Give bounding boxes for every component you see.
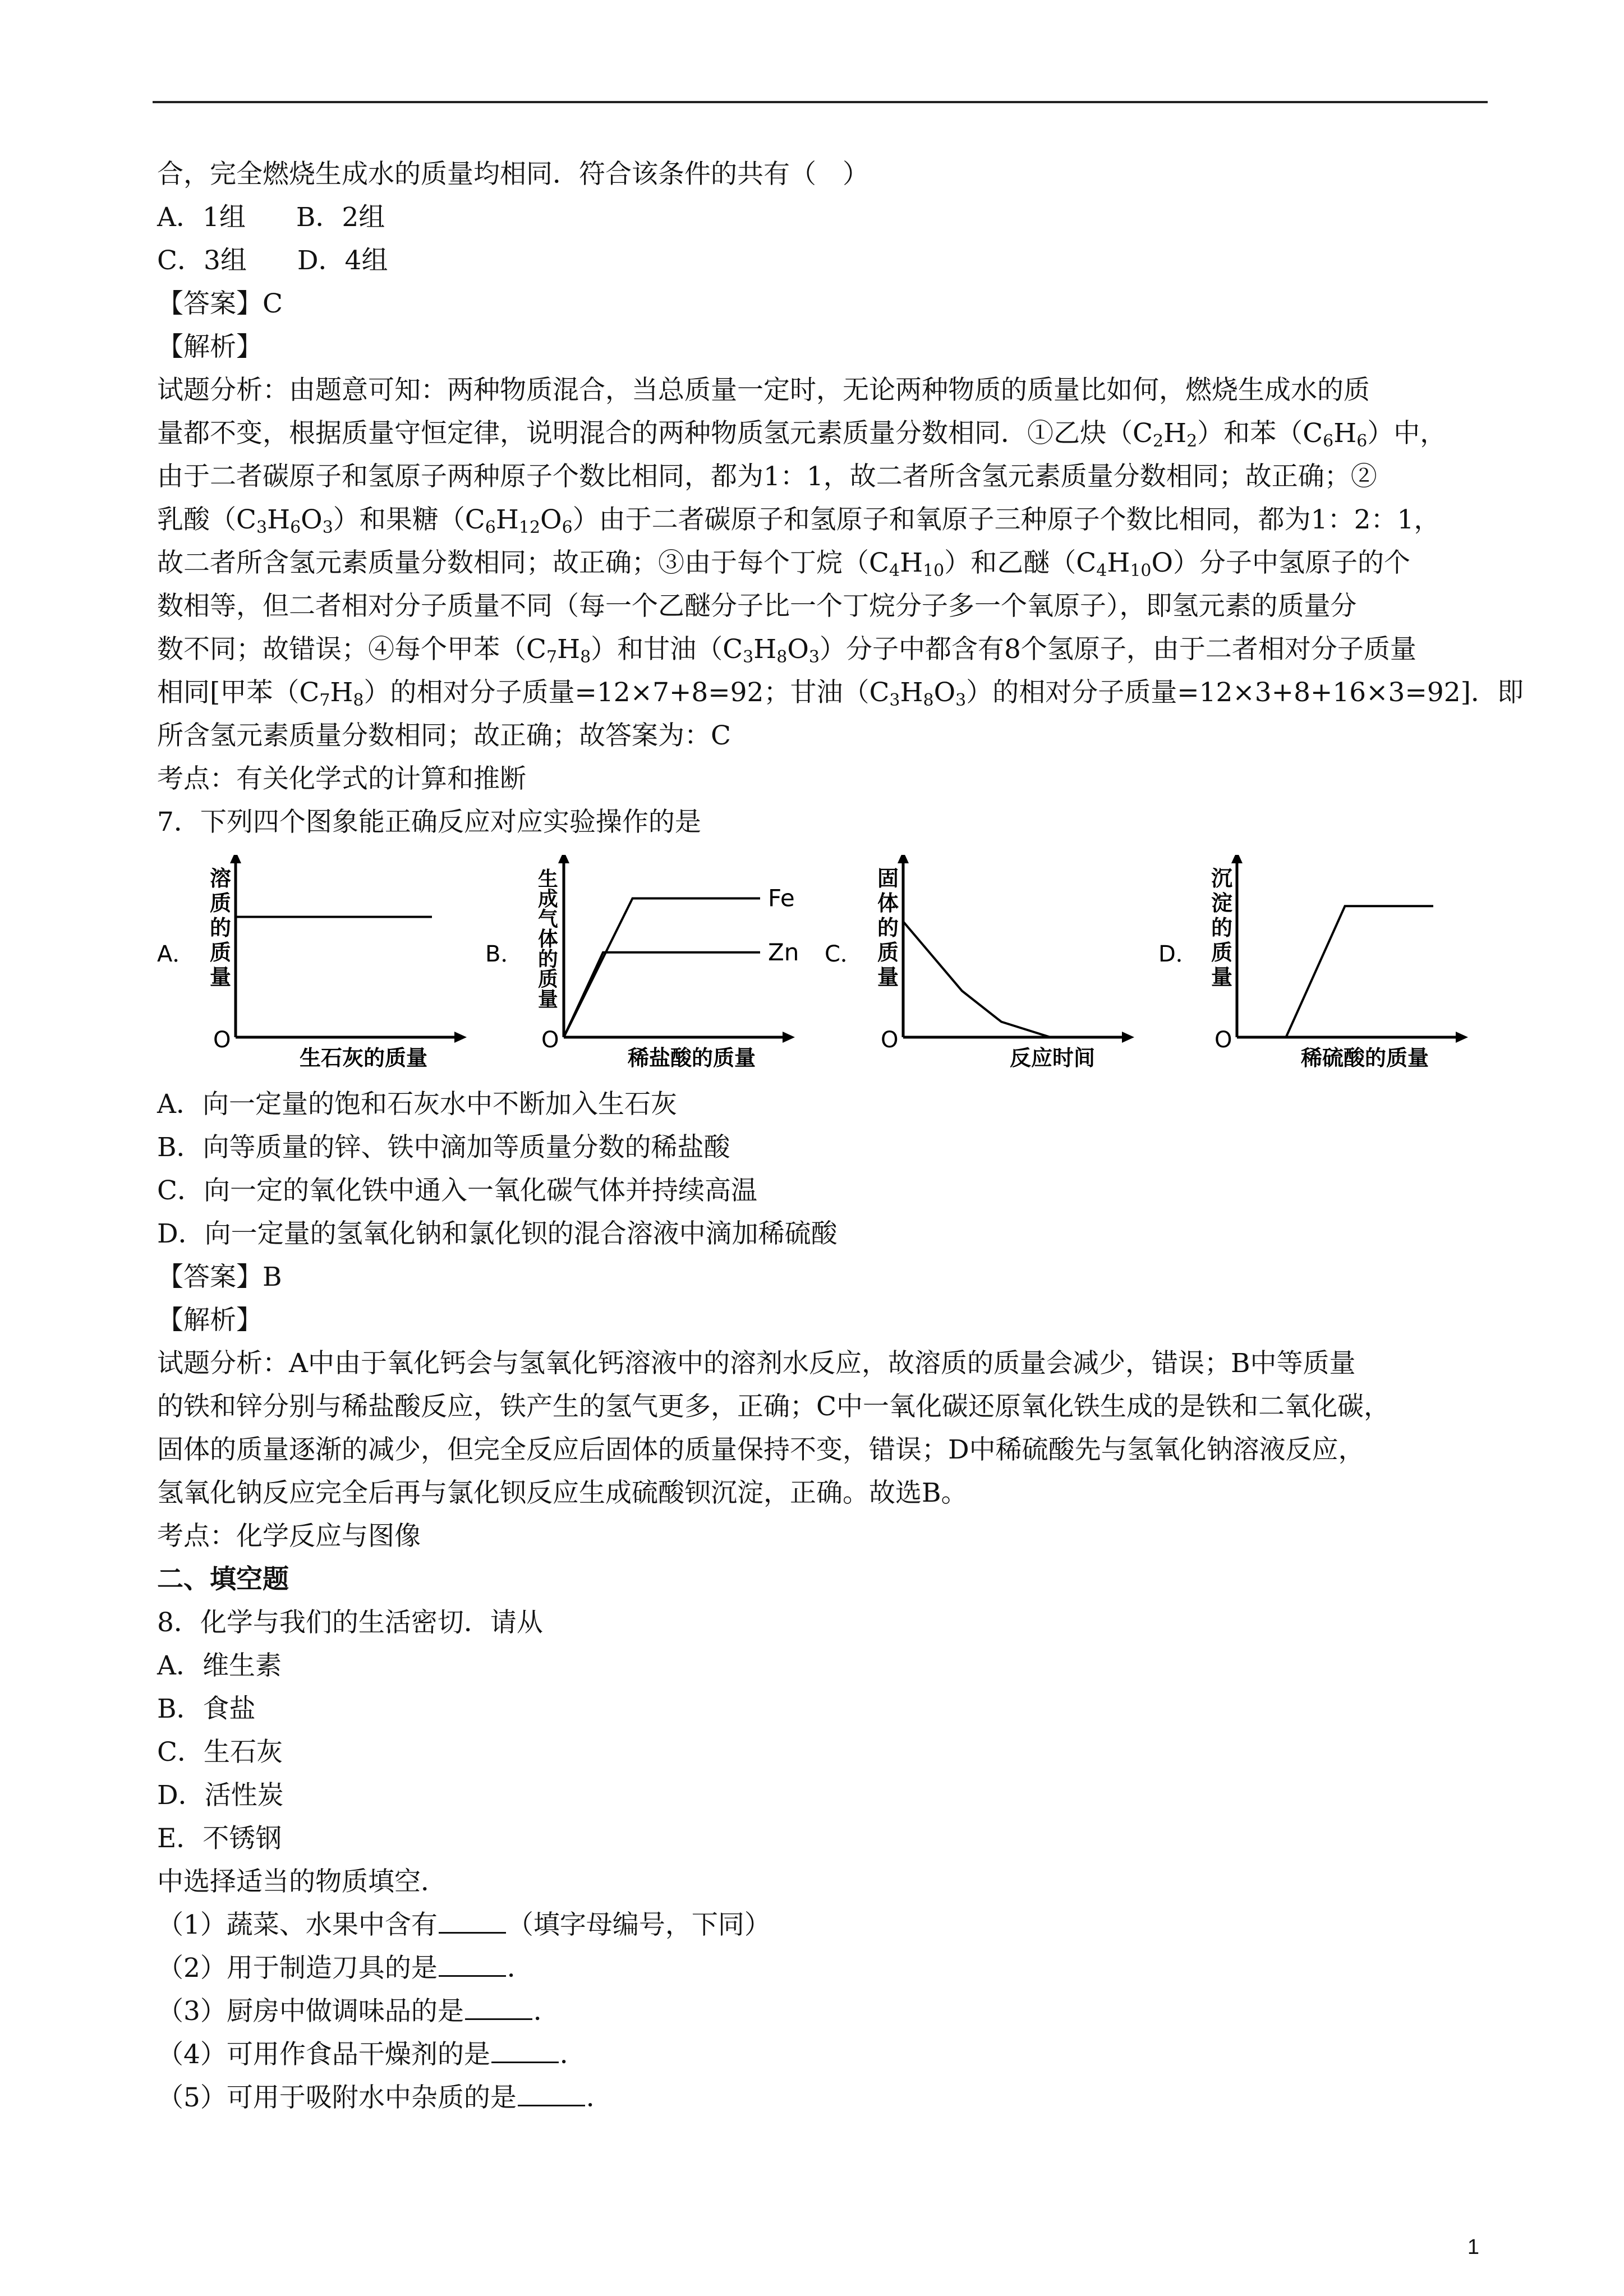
q8-stem: 8．化学与我们的生活密切．请从 — [157, 1607, 543, 1638]
q8-instruction: 中选择适当的物质填空． — [157, 1866, 447, 1897]
subscript: 7 — [319, 691, 330, 710]
text-run: 相同[甲苯（C — [157, 677, 320, 708]
subscript: 3 — [256, 518, 268, 537]
q8-item-5 — [157, 2076, 1492, 2119]
text-run: H — [1333, 418, 1357, 449]
chart-svg — [157, 855, 471, 1074]
q7-option-d: D．向一定量的氢氧化钠和氯化钡的混合溶液中滴加稀硫酸 — [157, 1218, 838, 1249]
q7-option-c: C．向一定的氧化铁中通入一氧化碳气体并持续高温 — [157, 1175, 757, 1206]
chart-option-label: C． — [825, 941, 863, 967]
origin-label: O — [1214, 1027, 1232, 1053]
y-axis-label-char: 量 — [210, 965, 232, 990]
q7-point: 考点：化学反应与图像 — [157, 1521, 421, 1552]
subscript: 3 — [743, 647, 754, 667]
q6-analysis-line-2 — [157, 412, 1492, 455]
q6-option-b: B．2组 — [296, 202, 385, 233]
y-axis-label-char: 沉 — [1211, 866, 1233, 891]
text-run: H — [1163, 418, 1187, 449]
q6-answer: 【答案】C — [157, 288, 283, 319]
x-axis-label: 生石灰的质量 — [299, 1046, 427, 1070]
text-run: （4）可用作食品干燥剂的是 — [157, 2039, 490, 2070]
q7-charts — [157, 855, 1492, 1074]
q6-option-d: D．4组 — [297, 245, 388, 276]
y-axis-label-char: 溶 — [210, 866, 232, 891]
text-run: （5）可用于吸附水中杂质的是 — [157, 2082, 517, 2113]
y-axis-label-char: 质 — [1211, 940, 1233, 965]
series-line — [1237, 906, 1433, 1037]
q6-analysis-head: 【解析】 — [157, 332, 263, 362]
q6-options-ab — [157, 196, 1492, 239]
subscript: 3 — [889, 691, 900, 710]
q8-item-2 — [157, 1947, 1492, 1990]
q7-analysis-line-3: 固体的质量逐渐的减少，但完全反应后固体的质量保持不变，错误；D中稀硫酸先与氢氧化钠溶液反应， — [157, 1434, 1365, 1465]
series-line — [564, 899, 760, 1038]
y-axis-label-char: 固 — [877, 866, 899, 891]
text-run: 量都不变，根据质量守恒定律，说明混合的两种物质氢元素质量分数相同．①乙炔（C — [157, 418, 1153, 449]
q7-option-b: B．向等质量的锌、铁中滴加等质量分数的稀盐酸 — [157, 1132, 730, 1163]
text-run: ）的相对分子质量=12×7+8=92；甘油（C — [364, 677, 890, 708]
q6-analysis-line-6: 数相等，但二者相对分子质量不同（每一个乙醚分子比一个丁烷分子多一个氧原子），即氢元素的质量分 — [157, 591, 1357, 622]
q7-analysis-head: 【解析】 — [157, 1305, 263, 1336]
origin-label: O — [213, 1027, 231, 1053]
y-axis-label-char: 生 — [538, 868, 558, 891]
y-axis-label-char: 质 — [210, 940, 232, 965]
q8-option-b: B．食盐 — [157, 1694, 256, 1724]
x-axis-arrow-icon — [1122, 1032, 1134, 1043]
q7-option-a: A．向一定量的饱和石灰水中不断加入生石灰 — [157, 1089, 677, 1120]
text-run: （1）蔬菜、水果中含有 — [157, 1910, 438, 1940]
x-axis-arrow-icon — [783, 1032, 795, 1043]
series-label: Zn — [768, 938, 799, 966]
subscript: 2 — [1186, 431, 1198, 451]
text-run: 乳酸（C — [157, 504, 256, 535]
chart-svg — [825, 855, 1139, 1074]
text-run: 故二者所含氢元素质量分数相同；故正确；③由于每个丁烷（C — [157, 547, 889, 578]
chart-option-label: D． — [1158, 941, 1198, 967]
subscript: 3 — [808, 647, 820, 667]
q8-option-e: E．不锈钢 — [157, 1823, 282, 1854]
x-axis-label: 稀盐酸的质量 — [627, 1046, 756, 1070]
q6-options-cd — [157, 239, 1492, 282]
q6-analysis-line-1: 试题分析：由题意可知：两种物质混合，当总质量一定时，无论两种物质的质量比如何，燃烧生成水的质 — [157, 375, 1370, 406]
chart-c — [825, 855, 1139, 1080]
series-label: Fe — [768, 884, 795, 912]
subscript: 10 — [1130, 561, 1152, 581]
text-run: （3）厨房中做调味品的是 — [157, 1996, 464, 2027]
subscript: 6 — [290, 518, 301, 537]
answer-blank[interactable] — [439, 1950, 506, 1977]
x-axis-arrow-icon — [454, 1032, 467, 1043]
page-content — [157, 153, 1524, 2119]
q6-option-c: C．3组 — [157, 245, 247, 276]
y-axis-label-char: 量 — [877, 965, 899, 990]
y-axis-label-char: 气 — [538, 908, 558, 931]
subscript: 6 — [1323, 431, 1334, 451]
subscript: 3 — [322, 518, 333, 537]
text-run: ）分子中都含有8个氢原子，由于二者相对分子质量 — [819, 634, 1416, 665]
subscript: 7 — [546, 647, 558, 667]
text-run: ）和苯（C — [1197, 418, 1323, 449]
subscript: 2 — [1152, 431, 1164, 451]
subscript: 4 — [889, 561, 900, 581]
subscript: 10 — [923, 561, 945, 581]
y-axis-arrow-icon — [230, 855, 241, 863]
text-run: ． — [533, 1996, 560, 2027]
x-axis-arrow-icon — [1456, 1032, 1468, 1043]
answer-blank[interactable] — [439, 1907, 506, 1934]
q7-analysis-line-1: 试题分析：A中由于氧化钙会与氢氧化钙溶液中的溶剂水反应，故溶质的质量会减少，错误；B中等质量 — [157, 1348, 1356, 1379]
text-run: ）的相对分子质量=12×3+8+16×3=92]．即 — [966, 677, 1524, 708]
q7-stem: 7．下列四个图象能正确反应对应实验操作的是 — [157, 807, 701, 838]
q8-item-3 — [157, 1990, 1492, 2033]
x-axis-label: 稀硫酸的质量 — [1300, 1046, 1429, 1070]
q7-answer: 【答案】B — [157, 1262, 282, 1292]
y-axis-label-char: 量 — [1211, 965, 1233, 990]
q8-option-c: C．生石灰 — [157, 1737, 283, 1768]
text-run: ． — [507, 1953, 533, 1984]
y-axis-label-char: 量 — [538, 988, 558, 1011]
text-run: 数不同；故错误；④每个甲苯（C — [157, 634, 546, 665]
chart-b — [485, 855, 799, 1080]
text-run: ）和果糖（C — [333, 504, 485, 535]
q6-analysis-line-5: 故二者所含氢元素质量分数相同；故正确；③由于每个丁烷$(C_4H_{10})$和乙醚$(C_4H_{10}O)$分子中氢原子的个 — [157, 547, 1411, 581]
subscript: 8 — [776, 647, 788, 667]
q7-analysis-line-2: 的铁和锌分别与稀盐酸反应，铁产生的氢气更多，正确；C中一氧化碳还原氧化铁生成的是铁和二氧化碳， — [157, 1391, 1390, 1422]
text-run: ）和甘油（C — [591, 634, 743, 665]
y-axis-label-char: 的 — [538, 947, 558, 971]
text-run: O）分子中氢原子的个 — [1151, 547, 1411, 578]
y-axis-label-char: 的 — [210, 915, 232, 940]
text-run: ）由于二者碳原子和氢原子和氧原子三种原子个数比相同，都为1：2：1， — [572, 504, 1441, 535]
q6-point: 考点：有关化学式的计算和推断 — [157, 763, 526, 794]
y-axis-label-char: 淀 — [1211, 891, 1233, 915]
q6-analysis-line-3: 由于二者碳原子和氢原子两种原子个数比相同，都为1：1，故二者所含氢元素质量分数相同；故正确；② — [157, 461, 1377, 492]
q8-item-1 — [157, 1903, 1492, 1947]
series-line — [903, 922, 1051, 1037]
chart-svg — [485, 855, 799, 1074]
q7-analysis-line-4: 氢氧化钠反应完全后再与氯化钡反应生成硫酸钡沉淀，正确。故选B。 — [157, 1478, 968, 1508]
answer-blank[interactable] — [491, 2037, 559, 2063]
text-run: ． — [586, 2082, 613, 2113]
y-axis-label-char: 成 — [538, 887, 558, 911]
q6-analysis-line-9: 所含氢元素质量分数相同；故正确；故答案为：C — [157, 720, 731, 751]
subscript: 6 — [1356, 431, 1368, 451]
x-axis-label: 反应时间 — [1009, 1046, 1095, 1070]
q6-analysis-line-8: 相同[甲苯$(C_7H_8)$的相对分子质量=12×7+8=92；甘油$(C_3H_8O_3)$的相对分子质量=12×3+8+16×3=92]．即 — [157, 677, 1524, 710]
y-axis-arrow-icon — [558, 855, 569, 863]
answer-blank[interactable] — [518, 2080, 585, 2106]
series-line — [564, 953, 760, 1037]
text-run: ）和乙醚（C — [944, 547, 1097, 578]
q6-analysis-line-4: 乳酸$(C_3H_6O_3)$和果糖$(C_6H_{12}O_6)$由于二者碳原子和氢原子和氧原子三种原子个数比相同，都为1：2：1， — [157, 504, 1441, 537]
q8-option-a: A．维生素 — [157, 1650, 282, 1681]
text-run: （填字母编号，下同） — [507, 1910, 771, 1940]
y-axis-label-char: 质 — [538, 968, 558, 991]
subscript: 8 — [353, 691, 364, 710]
text-run: ． — [559, 2039, 586, 2070]
chart-a — [157, 855, 471, 1080]
y-axis-label-char: 质 — [877, 940, 899, 965]
y-axis-label-char: 的 — [877, 915, 899, 940]
y-axis-label-char: 体 — [877, 891, 899, 915]
q6-option-a: A．1组 — [157, 202, 246, 233]
y-axis-arrow-icon — [898, 855, 909, 863]
origin-label: O — [881, 1027, 899, 1053]
chart-option-label: B． — [485, 941, 523, 967]
header-rule — [153, 101, 1488, 103]
chart-svg — [1158, 855, 1473, 1074]
subscript: 8 — [580, 647, 591, 667]
q6-analysis-line-7: 数不同；故错误；④每个甲苯$(C_7H_8)$和甘油$(C_3H_8O_3)$分子中都含有8个氢原子，由于二者相对分子质量 — [157, 634, 1416, 667]
subscript: 4 — [1096, 561, 1107, 581]
chart-d — [1158, 855, 1473, 1080]
text-run: ）中， — [1367, 418, 1447, 449]
y-axis-label-char: 质 — [210, 891, 232, 915]
subscript: 3 — [955, 691, 967, 710]
y-axis-arrow-icon — [1231, 855, 1243, 863]
text-run: （2）用于制造刀具的是 — [157, 1953, 438, 1984]
page-number: 1 — [1467, 2235, 1479, 2259]
subscript: 12 — [518, 518, 541, 537]
origin-label: O — [541, 1027, 559, 1053]
subscript: 8 — [923, 691, 934, 710]
q8-option-d: D．活性炭 — [157, 1780, 284, 1811]
subscript: 6 — [562, 518, 573, 537]
q6-stem-tail: 合，完全燃烧生成水的质量均相同．符合该条件的共有（ ） — [157, 159, 869, 190]
answer-blank[interactable] — [465, 1994, 532, 2020]
q8-item-4 — [157, 2033, 1492, 2076]
y-axis-label-char: 体 — [538, 928, 558, 951]
section-heading: 二、填空题 — [157, 1564, 289, 1595]
y-axis-label-char: 的 — [1211, 915, 1233, 940]
subscript: 6 — [485, 518, 496, 537]
chart-option-label: A． — [157, 941, 195, 967]
